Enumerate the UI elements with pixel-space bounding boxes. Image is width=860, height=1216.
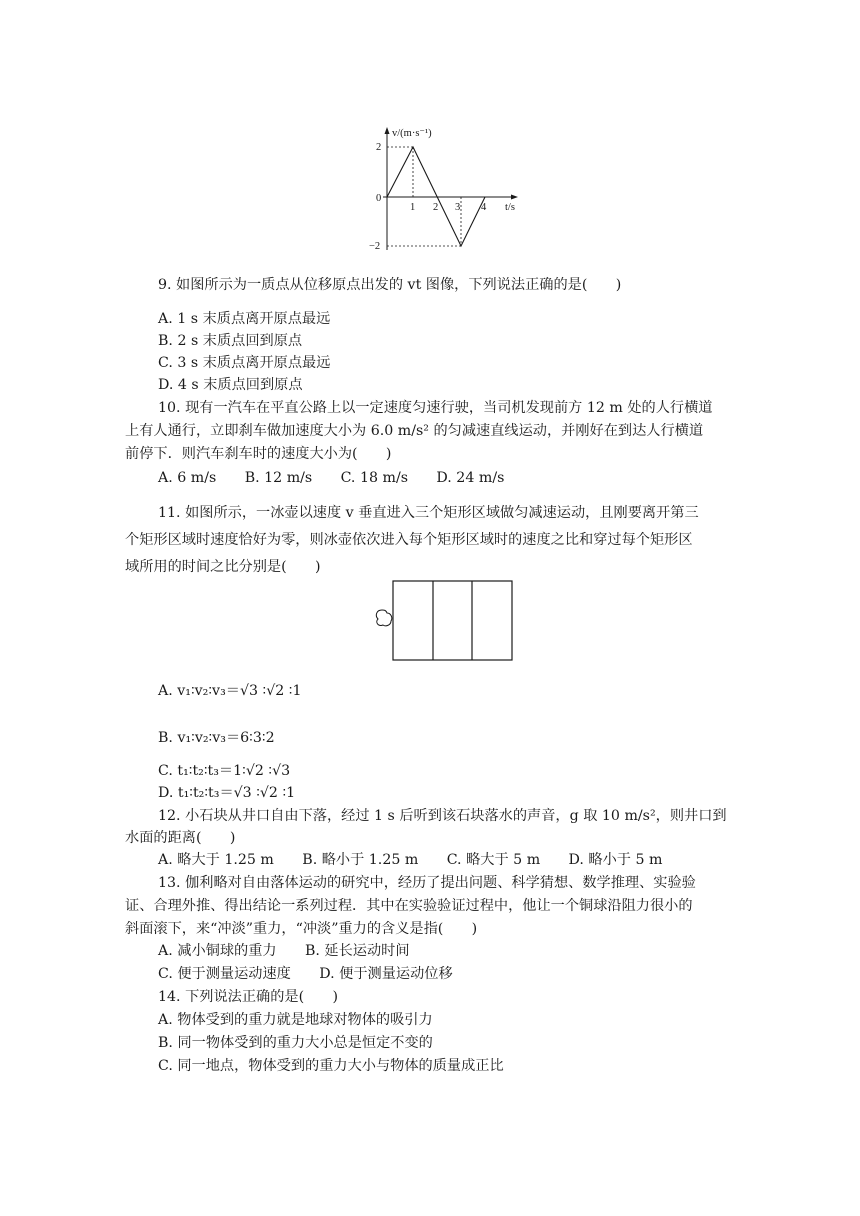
q11-stem-line-1: 11. 如图所示，一冰壶以速度 v 垂直进入三个矩形区域做匀减速运动，且刚要离开第三 <box>158 505 699 521</box>
y-axis-label: v/(m·s⁻¹) <box>392 128 432 139</box>
q13-options-row-2: C. 便于测量运动速度 D. 便于测量运动位移 <box>158 966 453 982</box>
q14-option-c: C. 同一地点，物体受到的重力大小与物体的质量成正比 <box>158 1058 504 1074</box>
q11-stem-line-3: 域所用的时间之比分别是( ) <box>125 559 321 575</box>
x-axis-label: t/s <box>505 202 515 213</box>
q9-option-a: A. 1 s 末质点离开原点最远 <box>158 311 331 327</box>
y-tick-neg2: −2 <box>369 241 381 252</box>
q10-stem-line-3: 前停下．则汽车刹车时的速度大小为( ) <box>125 446 392 462</box>
q9-option-c: C. 3 s 末质点离开原点最远 <box>158 355 331 371</box>
q12-options: A. 略大于 1.25 m B. 略小于 1.25 m C. 略大于 5 m D. 略小于 5 m <box>158 852 663 868</box>
q11-stem-line-2: 个矩形区域时速度恰好为零，则冰壶依次进入每个矩形区域时的速度之比和穿过每个矩形区 <box>125 532 693 548</box>
q12-stem-line-2: 水面的距离( ) <box>125 830 236 846</box>
x-tick-2: 2 <box>433 202 439 213</box>
q11-option-d: D. t₁∶t₂∶t₃＝√3 ∶√2 ∶1 <box>158 785 296 801</box>
q11-option-c: C. t₁∶t₂∶t₃＝1∶√2 ∶√3 <box>158 763 291 779</box>
q13-stem-line-1: 13. 伽利略对自由落体运动的研究中，经历了提出问题、科学猜想、数学推理、实验验 <box>158 875 696 891</box>
x-tick-3: 3 <box>455 202 461 213</box>
curling-regions-figure <box>372 578 522 666</box>
q11-option-a: A. v₁∶v₂∶v₃＝√3 ∶√2 ∶1 <box>158 683 302 699</box>
q14-option-b: B. 同一物体受到的重力大小总是恒定不变的 <box>158 1035 433 1051</box>
q9-option-b: B. 2 s 末质点回到原点 <box>158 333 303 349</box>
q14-stem: 14. 下列说法正确的是( ) <box>158 989 339 1005</box>
q13-options-row-1: A. 减小铜球的重力 B. 延长运动时间 <box>158 943 410 959</box>
q10-stem-line-1: 10. 现有一汽车在平直公路上以一定速度匀速行驶，当司机发现前方 12 m 处的人行横道 <box>158 400 713 416</box>
q10-options: A. 6 m/s B. 12 m/s C. 18 m/s D. 24 m/s <box>158 470 505 486</box>
regions-outline <box>393 581 512 660</box>
y-tick-0: 0 <box>376 193 382 204</box>
x-tick-1: 1 <box>410 202 416 213</box>
velocity-time-graph <box>365 122 525 262</box>
q14-option-a: A. 物体受到的重力就是地球对物体的吸引力 <box>158 1012 433 1028</box>
q9-stem: 9. 如图所示为一质点从位移原点出发的 vt 图像，下列说法正确的是( ) <box>158 277 622 293</box>
q10-stem-line-2: 上有人通行，立即刹车做加速度大小为 6.0 m/s² 的匀减速直线运动，并刚好在到达人行横道 <box>125 423 704 439</box>
x-axis-arrow <box>511 195 518 200</box>
q13-stem-line-2: 证、合理外推、得出结论一系列过程．其中在实验验证过程中，他让一个铜球沿阻力很小的 <box>125 898 693 914</box>
y-axis-arrow <box>385 127 390 134</box>
x-tick-4: 4 <box>481 202 487 213</box>
curling-stone-icon <box>376 610 391 626</box>
y-tick-2: 2 <box>376 142 382 153</box>
q9-option-d: D. 4 s 末质点回到原点 <box>158 377 303 393</box>
q11-option-b: B. v₁∶v₂∶v₃＝6∶3∶2 <box>158 730 275 746</box>
q12-stem-line-1: 12. 小石块从井口自由下落，经过 1 s 后听到该石块落水的声音，g 取 10 m/s²，则井口到 <box>158 808 727 824</box>
q13-stem-line-3: 斜面滚下，来“冲淡”重力，“冲淡”重力的含义是指( ) <box>125 921 478 937</box>
